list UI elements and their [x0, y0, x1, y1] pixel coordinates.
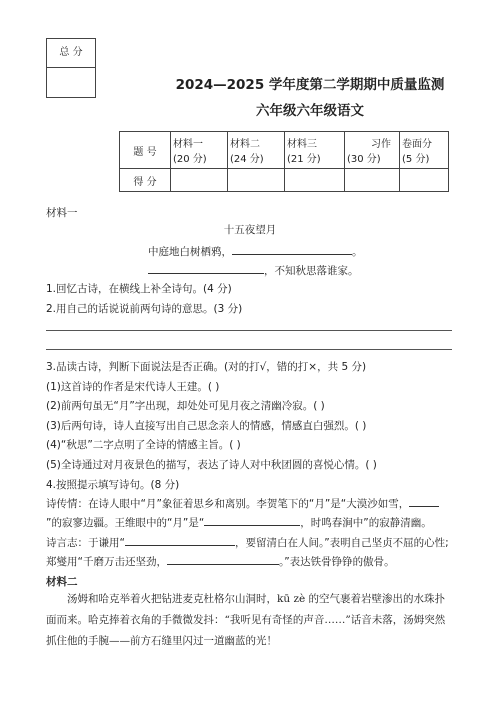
q4-blank-2[interactable]	[204, 515, 300, 526]
score-table	[119, 131, 449, 192]
q4-line-4: 郑燮用“千磨万击还坚劲， 。”表达铁骨铮铮的傲骨。	[46, 556, 395, 568]
poem-line-2: ，不知秋思落谁家。	[148, 263, 359, 278]
q3-item-4: (4)“秋思”二字点明了全诗的情感主旨。( )	[46, 439, 241, 451]
total-score-label: 总 分	[59, 47, 83, 58]
answer-line[interactable]	[46, 349, 452, 350]
score-cell[interactable]	[400, 169, 449, 192]
poem-line-1: 中庭地白树栖鸦， 。	[148, 246, 363, 258]
q3-item-5: (5)全诗通过对月夜景色的描写，表达了诗人对中秋团圆的喜悦心情。( )	[46, 459, 377, 471]
question-2: 2.用自己的话说说前两句诗的意思。(3 分)	[46, 303, 243, 315]
q4-blank-3[interactable]	[125, 535, 235, 546]
poem-title: 十五夜望月	[223, 224, 277, 236]
score-table-score-row	[120, 169, 449, 192]
section1-heading: 材料一	[46, 207, 78, 219]
score-col-3: 材料三 (21 分)	[285, 132, 345, 169]
exam-title: 2024—2025 学年度第二学期期中质量监测	[175, 77, 445, 93]
question-1: 1.回忆古诗，在横线上补全诗句。(4 分)	[46, 283, 232, 295]
score-col-2: 材料二 (24 分)	[228, 132, 285, 169]
q4-line-2: ”的寂寥边疆。王维眼中的“月”是“ ，时鸣春涧中”的寂静清幽。	[46, 517, 432, 529]
score-table-header-row	[120, 132, 449, 169]
q3-item-3: (3)后两句诗，诗人直接写出自己思念亲人的情感，情感直白强烈。( )	[46, 420, 367, 432]
q4-blank-4[interactable]	[167, 554, 279, 565]
score-cell[interactable]	[228, 169, 285, 192]
q3-item-1: (1)这首诗的作者是宋代诗人王建。( )	[46, 381, 220, 393]
score-col-4: 习作 (30 分)	[345, 132, 400, 169]
question-3: 3.品读古诗，判断下面说法是否正确。(对的打√，错的打×，共 5 分)	[46, 361, 367, 373]
score-cell[interactable]	[345, 169, 400, 192]
score-cell[interactable]	[285, 169, 345, 192]
score-col-5: 卷面分 (5 分)	[400, 132, 449, 169]
q4-line-3: 诗言志：于谦用“ ，要留清白在人间。”表明自己坚贞不屈的心性;	[46, 537, 449, 549]
q4-blank-1[interactable]	[409, 496, 439, 507]
poem-blank-1[interactable]	[232, 244, 352, 255]
q3-item-2: (2)前两句虽无“月”字出现，却处处可见月夜之清幽冷寂。( )	[46, 400, 325, 412]
score-col-1: 材料一 (20 分)	[171, 132, 228, 169]
row-label-score: 得 分	[120, 169, 171, 192]
q4-line-1: 诗传情：在诗人眼中“月”象征着思乡和离别。李贺笔下的“月”是“大漠沙如雪，	[46, 496, 439, 511]
row-label-question: 题 号	[120, 132, 171, 169]
score-cell[interactable]	[171, 169, 228, 192]
answer-line[interactable]	[46, 330, 452, 331]
question-4: 4.按照提示填写诗句。(8 分)	[46, 479, 180, 491]
poem-blank-2[interactable]	[148, 263, 264, 274]
section2-paragraph: 汤姆和哈克举着火把钻进麦克杜格尔山洞时，kū zè 的空气裹着岩壁渗出的水珠扑面而来。哈克捧着衣角的手微微发抖：“我听见有奇怪的声音……”话音未落，汤姆突然抓住他的手腕——前方石缝里闪过一道幽蓝的光！	[46, 593, 446, 647]
section2-heading: 材料二	[46, 576, 78, 588]
exam-subtitle: 六年级六年级语文	[256, 103, 364, 119]
